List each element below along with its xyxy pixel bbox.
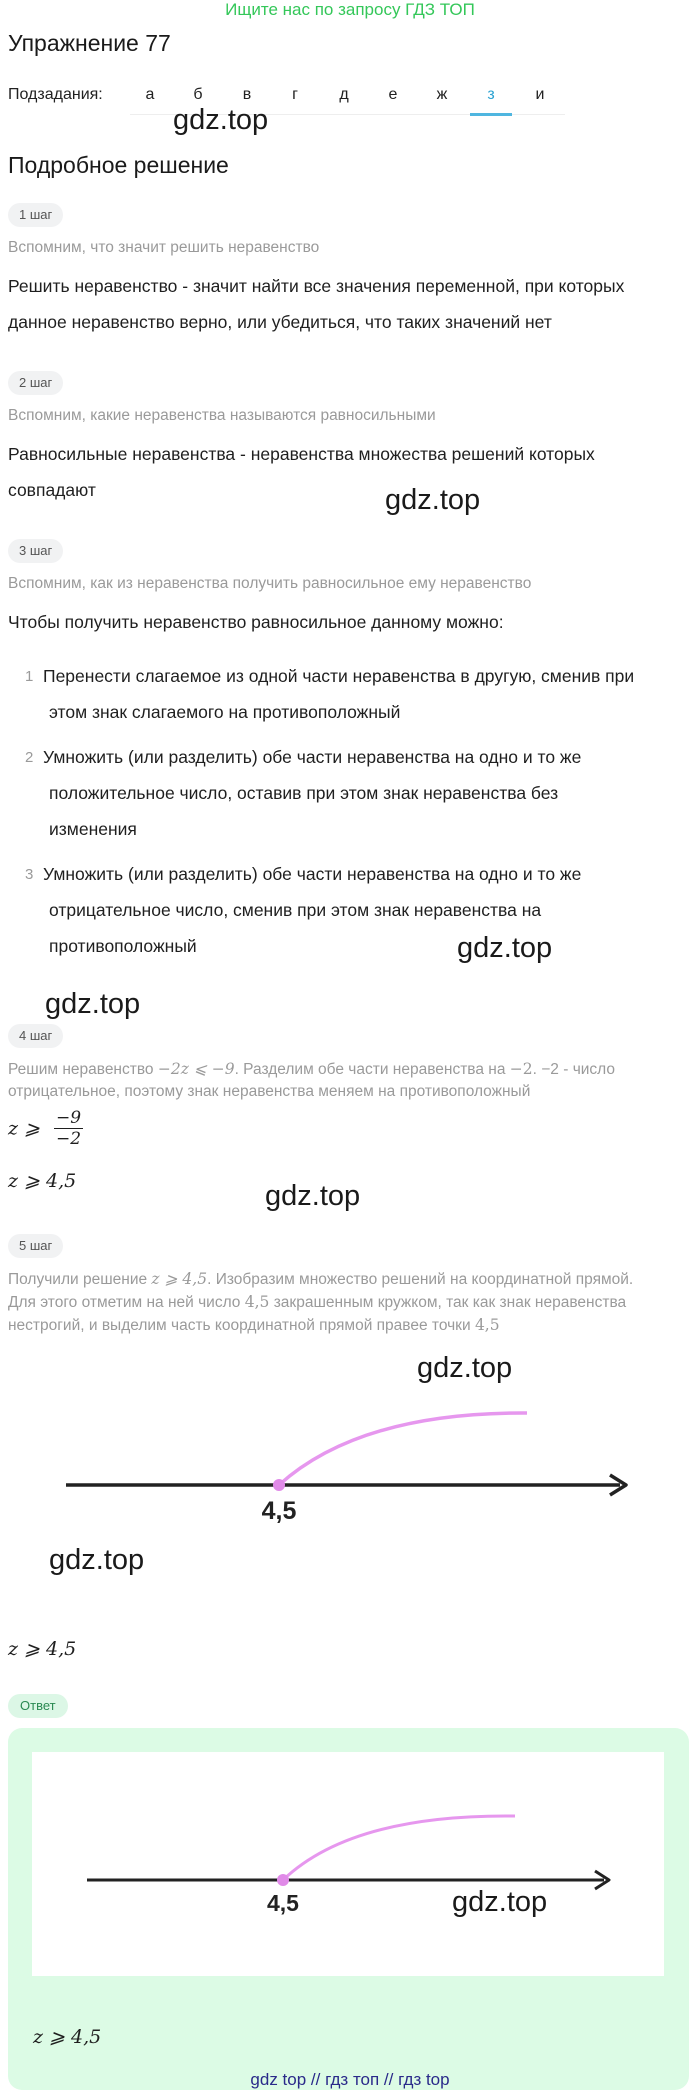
- step-5-text-3a: нестрогий, и выделим часть координатной прямой правее точки: [8, 1317, 471, 1334]
- fraction: [54, 1108, 83, 1149]
- watermark: gdz.top: [45, 988, 141, 1020]
- step-1-hint: Вспомним, что значит решить неравенство: [8, 239, 320, 256]
- step-5-text-2a: Для этого отметим на ней число: [8, 1294, 241, 1311]
- tab-v[interactable]: в: [242, 86, 252, 103]
- number-line-diagram: [0, 1400, 700, 1540]
- active-tab-underline: [470, 113, 512, 116]
- section-title: Подробное решение: [8, 152, 229, 178]
- step-badge-2: 2 шаг: [8, 371, 63, 395]
- solution-arc: [283, 1816, 515, 1880]
- solution-arc: [279, 1413, 527, 1485]
- fraction-numerator: −9: [56, 1108, 82, 1128]
- filled-point: [277, 1874, 289, 1886]
- step-4-text-line-2: отрицательное, поэтому знак неравенства меняем на противоположный: [8, 1083, 531, 1100]
- step-2-hint: Вспомним, какие неравенства называются равносильными: [8, 407, 436, 424]
- answer-result: z ⩾ 4,5: [33, 2026, 102, 2048]
- watermark: gdz.top: [265, 1180, 361, 1212]
- step-5-text-2b: закрашенным кружком, так как знак неравенства: [273, 1294, 627, 1311]
- step-badge-1: 1 шаг: [8, 203, 63, 227]
- tab-e[interactable]: е: [388, 86, 398, 103]
- watermark: gdz.top: [385, 484, 481, 516]
- step-4-text-line-1: [8, 1058, 698, 1081]
- step-5-text-line-2: [8, 1291, 698, 1314]
- tab-d[interactable]: д: [339, 86, 349, 103]
- watermark: gdz.top: [173, 104, 269, 136]
- step-3-hint: Вспомним, как из неравенства получить равносильное ему неравенство: [8, 575, 532, 592]
- step-badge-5: 5 шаг: [8, 1234, 63, 1258]
- tab-g[interactable]: г: [292, 86, 298, 103]
- watermark: gdz.top: [417, 1352, 513, 1384]
- list-item-3-line-3: противоположный: [49, 936, 197, 956]
- step-5-text-line-1: [8, 1268, 698, 1291]
- list-item-2-line-1: Умножить (или разделить) обе части неравенства на одно и то же: [43, 747, 582, 767]
- footer-links[interactable]: gdz top // гдз топ // гдз top: [250, 2070, 450, 2089]
- step-5-math-1: z ⩾ 4,5: [151, 1270, 208, 1288]
- step-3-intro: Чтобы получить неравенство равносильное данному можно:: [8, 612, 504, 632]
- point-label: 4,5: [261, 1497, 297, 1525]
- step-4-text-a: Решим неравенство: [8, 1061, 154, 1078]
- step-2-text-line-1: Равносильные неравенства - неравенства множества решений которых: [8, 444, 595, 464]
- divisor: −2: [509, 1060, 533, 1078]
- list-item-1-line-1: Перенести слагаемое из одной части неравенства в другую, сменив при: [43, 666, 635, 686]
- inequality: −2z ⩽ −9: [157, 1060, 235, 1078]
- promo-banner[interactable]: Ищите нас по запросу ГДЗ ТОП: [225, 0, 475, 19]
- list-item-2-line-3: изменения: [49, 819, 137, 839]
- formula-result-2: z ⩾ 4,5: [8, 1638, 77, 1660]
- formula-fraction: [8, 1108, 83, 1149]
- step-5-text-1a: Получили решение: [8, 1271, 148, 1288]
- step-5-text-line-3: [8, 1314, 698, 1337]
- list-item-3-line-1: Умножить (или разделить) обе части неравенства на одно и то же: [43, 864, 582, 884]
- tab-zh[interactable]: ж: [436, 86, 448, 103]
- list-item-3-line-2: отрицательное число, сменив при этом знак неравенства на: [49, 900, 542, 920]
- subtasks-label: Подзадания:: [8, 86, 103, 103]
- tab-b[interactable]: б: [193, 86, 203, 103]
- watermark: gdz.top: [457, 932, 553, 964]
- step-2-text-line-2: совпадают: [8, 480, 96, 500]
- list-number: 2: [25, 749, 34, 766]
- step-1-text-line-2: данное неравенство верно, или убедиться, что таких значений нет: [8, 312, 552, 332]
- watermark: gdz.top: [49, 1544, 145, 1576]
- tab-a[interactable]: а: [145, 86, 155, 103]
- answer-badge: Ответ: [8, 1694, 68, 1718]
- step-badge-3: 3 шаг: [8, 539, 63, 563]
- point-label: 4,5: [267, 1890, 299, 1916]
- tab-z-active[interactable]: з: [487, 86, 495, 103]
- step-1-text-line-1: Решить неравенство - значит найти все значения переменной, при которых: [8, 276, 625, 296]
- page-title: Упражнение 77: [8, 30, 171, 56]
- step-4-text-c: . −2 - число: [532, 1061, 616, 1078]
- list-number: 1: [25, 668, 34, 685]
- fraction-denominator: −2: [56, 1129, 82, 1149]
- list-item-2-line-2: положительное число, оставив при этом знак неравенства без: [49, 783, 559, 803]
- step-5-text-1b: . Изобразим множество решений на координатной прямой.: [207, 1271, 634, 1288]
- formula-left: z ⩾: [8, 1117, 40, 1140]
- filled-point: [273, 1479, 285, 1491]
- step-4-text-b: . Разделим обе части неравенства на: [234, 1061, 506, 1078]
- list-number: 3: [25, 866, 34, 883]
- formula-result-1: z ⩾ 4,5: [8, 1170, 77, 1192]
- step-5-math-2: 4,5: [244, 1293, 270, 1311]
- watermark: gdz.top: [452, 1886, 548, 1918]
- answer-number-line: [32, 1752, 664, 1976]
- list-item-1-line-2: этом знак слагаемого на противоположный: [49, 702, 401, 722]
- step-badge-4: 4 шаг: [8, 1024, 63, 1048]
- tab-i[interactable]: и: [535, 86, 545, 103]
- step-5-math-3: 4,5: [474, 1316, 500, 1334]
